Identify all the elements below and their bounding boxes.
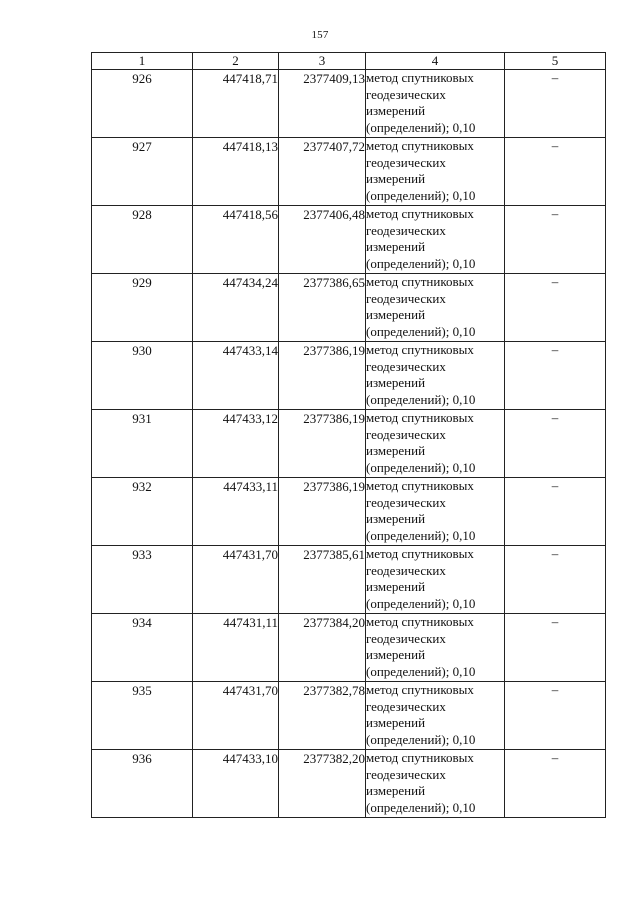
table-row xyxy=(92,478,606,546)
coord-y: 2377385,61 xyxy=(279,546,366,614)
method-line: (определений); 0,10 xyxy=(366,527,476,543)
table-row xyxy=(92,206,606,274)
method-cell xyxy=(366,546,505,614)
point-number: 929 xyxy=(92,274,193,342)
method-line: измерений xyxy=(366,647,426,662)
method-line: геодезических xyxy=(366,562,446,578)
table-row xyxy=(92,342,606,410)
method-line: геодезических xyxy=(366,494,446,510)
coord-x: 447418,71 xyxy=(193,70,279,138)
header-col-3: 3 xyxy=(279,53,366,70)
coord-x: 447418,56 xyxy=(193,206,279,274)
method-line: (определений); 0,10 xyxy=(366,663,476,679)
method-line: геодезических xyxy=(366,86,446,102)
point-number: 926 xyxy=(92,70,193,138)
method-line: (определений); 0,10 xyxy=(366,323,476,339)
header-col-5: 5 xyxy=(505,53,606,70)
method-line: метод спутниковых xyxy=(366,614,474,629)
method-cell xyxy=(366,138,505,206)
coord-x: 447433,14 xyxy=(193,342,279,410)
method-line: (определений); 0,10 xyxy=(366,391,476,407)
point-number: 936 xyxy=(92,750,193,818)
description-dash: – xyxy=(505,546,606,614)
coord-y: 2377407,72 xyxy=(279,138,366,206)
method-line: метод спутниковых xyxy=(366,138,474,153)
method-line: измерений xyxy=(366,239,426,254)
method-cell xyxy=(366,682,505,750)
table-row xyxy=(92,274,606,342)
method-cell xyxy=(366,70,505,138)
header-col-4: 4 xyxy=(366,53,505,70)
coord-x: 447433,12 xyxy=(193,410,279,478)
table-row xyxy=(92,546,606,614)
coord-y: 2377409,13 xyxy=(279,70,366,138)
method-line: метод спутниковых xyxy=(366,478,474,493)
method-cell xyxy=(366,342,505,410)
coord-y: 2377382,78 xyxy=(279,682,366,750)
method-line: измерений xyxy=(366,511,426,526)
method-line: метод спутниковых xyxy=(366,342,474,357)
coordinates-table xyxy=(91,52,606,818)
coord-x: 447433,11 xyxy=(193,478,279,546)
table-row xyxy=(92,750,606,818)
description-dash: – xyxy=(505,70,606,138)
method-line: (определений); 0,10 xyxy=(366,119,476,135)
description-dash: – xyxy=(505,342,606,410)
table-row xyxy=(92,614,606,682)
method-line: измерений xyxy=(366,171,426,186)
coord-y: 2377386,19 xyxy=(279,410,366,478)
method-cell xyxy=(366,410,505,478)
point-number: 932 xyxy=(92,478,193,546)
table-header-row xyxy=(92,53,606,70)
coord-y: 2377406,48 xyxy=(279,206,366,274)
coord-y: 2377386,19 xyxy=(279,478,366,546)
coord-x: 447433,10 xyxy=(193,750,279,818)
header-col-1: 1 xyxy=(92,53,193,70)
method-line: (определений); 0,10 xyxy=(366,255,476,271)
method-cell xyxy=(366,274,505,342)
description-dash: – xyxy=(505,750,606,818)
method-line: (определений); 0,10 xyxy=(366,595,476,611)
method-line: метод спутниковых xyxy=(366,546,474,561)
coord-x: 447431,70 xyxy=(193,546,279,614)
coord-y: 2377384,20 xyxy=(279,614,366,682)
description-dash: – xyxy=(505,682,606,750)
method-line: измерений xyxy=(366,103,426,118)
method-line: геодезических xyxy=(366,766,446,782)
method-line: измерений xyxy=(366,579,426,594)
coord-x: 447431,11 xyxy=(193,614,279,682)
method-line: геодезических xyxy=(366,290,446,306)
method-line: измерений xyxy=(366,375,426,390)
point-number: 934 xyxy=(92,614,193,682)
method-cell xyxy=(366,206,505,274)
method-line: геодезических xyxy=(366,154,446,170)
point-number: 935 xyxy=(92,682,193,750)
method-line: геодезических xyxy=(366,222,446,238)
method-line: (определений); 0,10 xyxy=(366,187,476,203)
description-dash: – xyxy=(505,478,606,546)
point-number: 928 xyxy=(92,206,193,274)
method-line: геодезических xyxy=(366,426,446,442)
method-line: (определений); 0,10 xyxy=(366,459,476,475)
method-cell xyxy=(366,614,505,682)
point-number: 930 xyxy=(92,342,193,410)
method-line: измерений xyxy=(366,443,426,458)
method-line: метод спутниковых xyxy=(366,410,474,425)
method-line: измерений xyxy=(366,715,426,730)
method-line: геодезических xyxy=(366,630,446,646)
description-dash: – xyxy=(505,614,606,682)
point-number: 933 xyxy=(92,546,193,614)
point-number: 927 xyxy=(92,138,193,206)
header-col-2: 2 xyxy=(193,53,279,70)
description-dash: – xyxy=(505,410,606,478)
method-line: геодезических xyxy=(366,698,446,714)
table-row xyxy=(92,138,606,206)
method-line: метод спутниковых xyxy=(366,70,474,85)
method-line: измерений xyxy=(366,783,426,798)
coord-x: 447434,24 xyxy=(193,274,279,342)
point-number: 931 xyxy=(92,410,193,478)
description-dash: – xyxy=(505,206,606,274)
method-line: измерений xyxy=(366,307,426,322)
description-dash: – xyxy=(505,274,606,342)
coord-y: 2377386,65 xyxy=(279,274,366,342)
method-line: метод спутниковых xyxy=(366,206,474,221)
method-cell xyxy=(366,750,505,818)
table-row xyxy=(92,70,606,138)
coord-x: 447431,70 xyxy=(193,682,279,750)
page-number: 157 xyxy=(311,29,329,41)
coord-x: 447418,13 xyxy=(193,138,279,206)
method-line: (определений); 0,10 xyxy=(366,799,476,815)
coord-y: 2377386,19 xyxy=(279,342,366,410)
method-line: геодезических xyxy=(366,358,446,374)
table-row xyxy=(92,410,606,478)
table-row xyxy=(92,682,606,750)
description-dash: – xyxy=(505,138,606,206)
method-line: (определений); 0,10 xyxy=(366,731,476,747)
method-line: метод спутниковых xyxy=(366,682,474,697)
method-line: метод спутниковых xyxy=(366,750,474,765)
method-cell xyxy=(366,478,505,546)
coord-y: 2377382,20 xyxy=(279,750,366,818)
method-line: метод спутниковых xyxy=(366,274,474,289)
